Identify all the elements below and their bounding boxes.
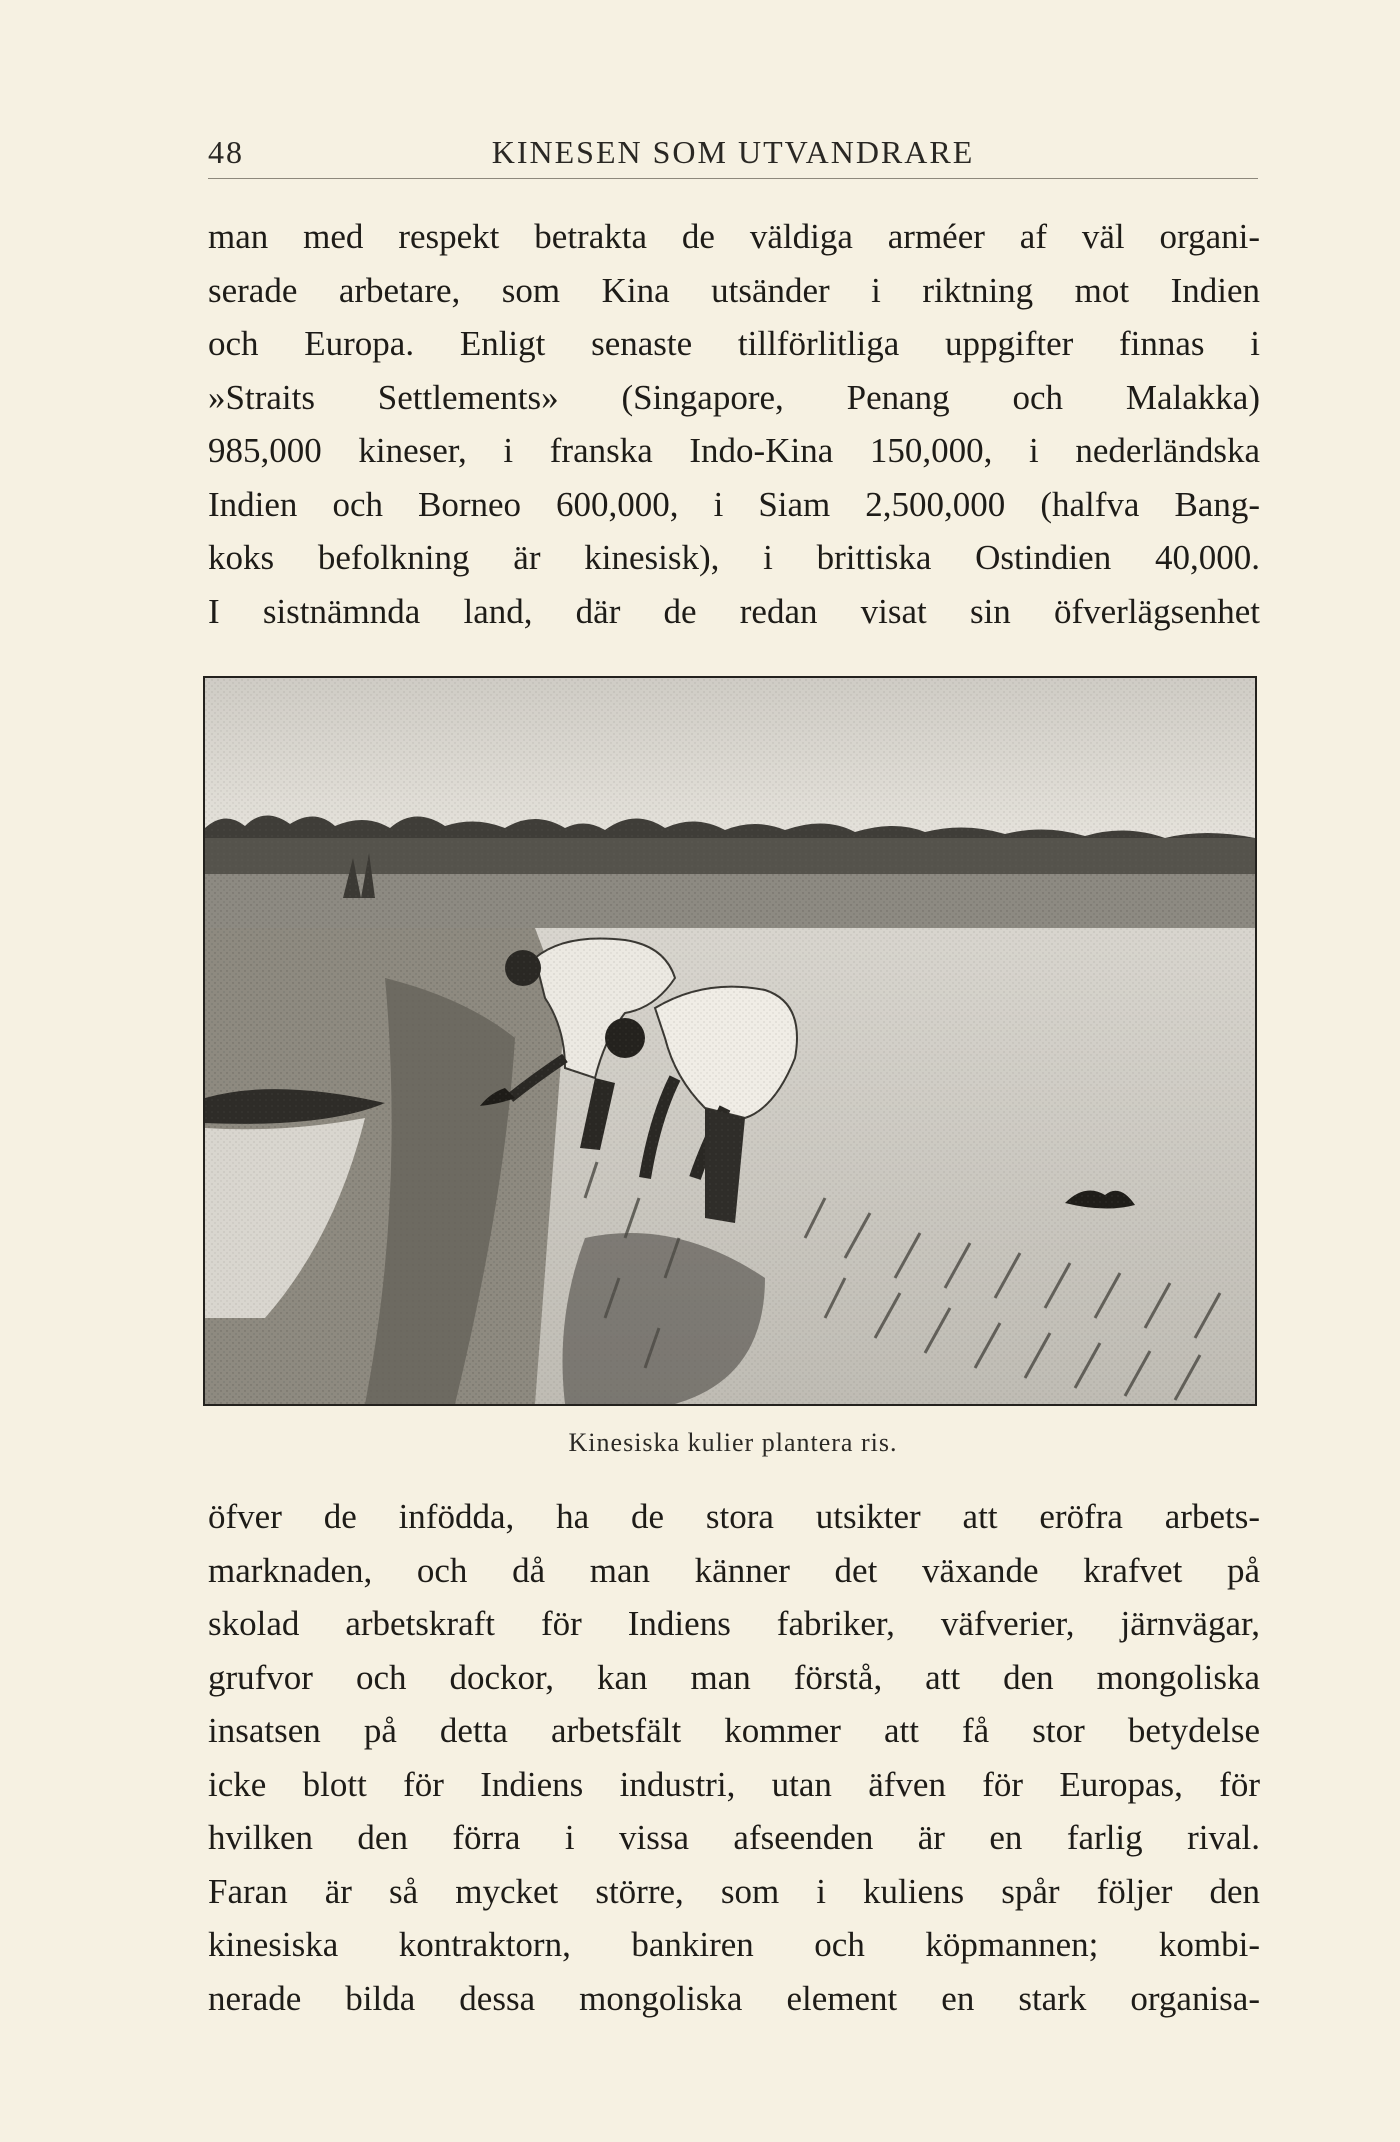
text-line: insatsen på detta arbetsfält kommer att få stor betydelse <box>208 1711 1260 1750</box>
photo-rice-planting <box>203 676 1257 1406</box>
text-line: koks befolkning är kinesisk), i brittiska Ostindien 40,000. <box>208 538 1260 577</box>
text-line: 985,000 kineser, i franska Indo-Kina 150,000, i nederländska <box>208 431 1260 470</box>
text-line: I sistnämnda land, där de redan visat sin öfverlägsenhet <box>208 591 1260 631</box>
text-line: Faran är så mycket större, som i kuliens spår följer den <box>208 1871 1260 1911</box>
text-line: Indien och Borneo 600,000, i Siam 2,500,000 (halfva Bang- <box>208 484 1260 524</box>
running-title: KINESEN SOM UTVANDRARE <box>491 134 975 170</box>
paragraph-bottom <box>208 1490 1260 2025</box>
page-number: 48 <box>208 134 244 170</box>
running-header <box>208 126 1258 178</box>
paragraph-top <box>208 210 1260 638</box>
text-line: hvilken den förra i vissa afseenden är en farlig rival. <box>208 1818 1260 1857</box>
text-line: man med respekt betrakta de väldiga arméer af väl organi- <box>208 217 1260 256</box>
figure-caption: Kinesiska kulier plantera ris. <box>568 1428 898 1457</box>
text-line: »Straits Settlements» (Singapore, Penang och Malakka) <box>208 377 1260 417</box>
photo-illustration <box>205 678 1255 1404</box>
text-line: öfver de infödda, ha de stora utsikter att eröfra arbets- <box>208 1497 1260 1536</box>
text-line: marknaden, och då man känner det växande krafvet på <box>208 1550 1260 1590</box>
text-line: kinesiska kontraktorn, bankiren och köpmannen; kombi- <box>208 1925 1260 1964</box>
header-rule <box>208 178 1258 179</box>
text-line: och Europa. Enligt senaste tillförlitliga uppgifter finnas i <box>208 324 1260 363</box>
text-line: grufvor och dockor, kan man förstå, att den mongoliska <box>208 1657 1260 1697</box>
text-line: skolad arbetskraft för Indiens fabriker, väfverier, järnvägar, <box>208 1604 1260 1643</box>
text-line: nerade bilda dessa mongoliska element en stark organisa- <box>208 1978 1260 2018</box>
text-line: icke blott för Indiens industri, utan äfven för Europas, för <box>208 1764 1260 1804</box>
text-line: serade arbetare, som Kina utsänder i riktning mot Indien <box>208 270 1260 310</box>
